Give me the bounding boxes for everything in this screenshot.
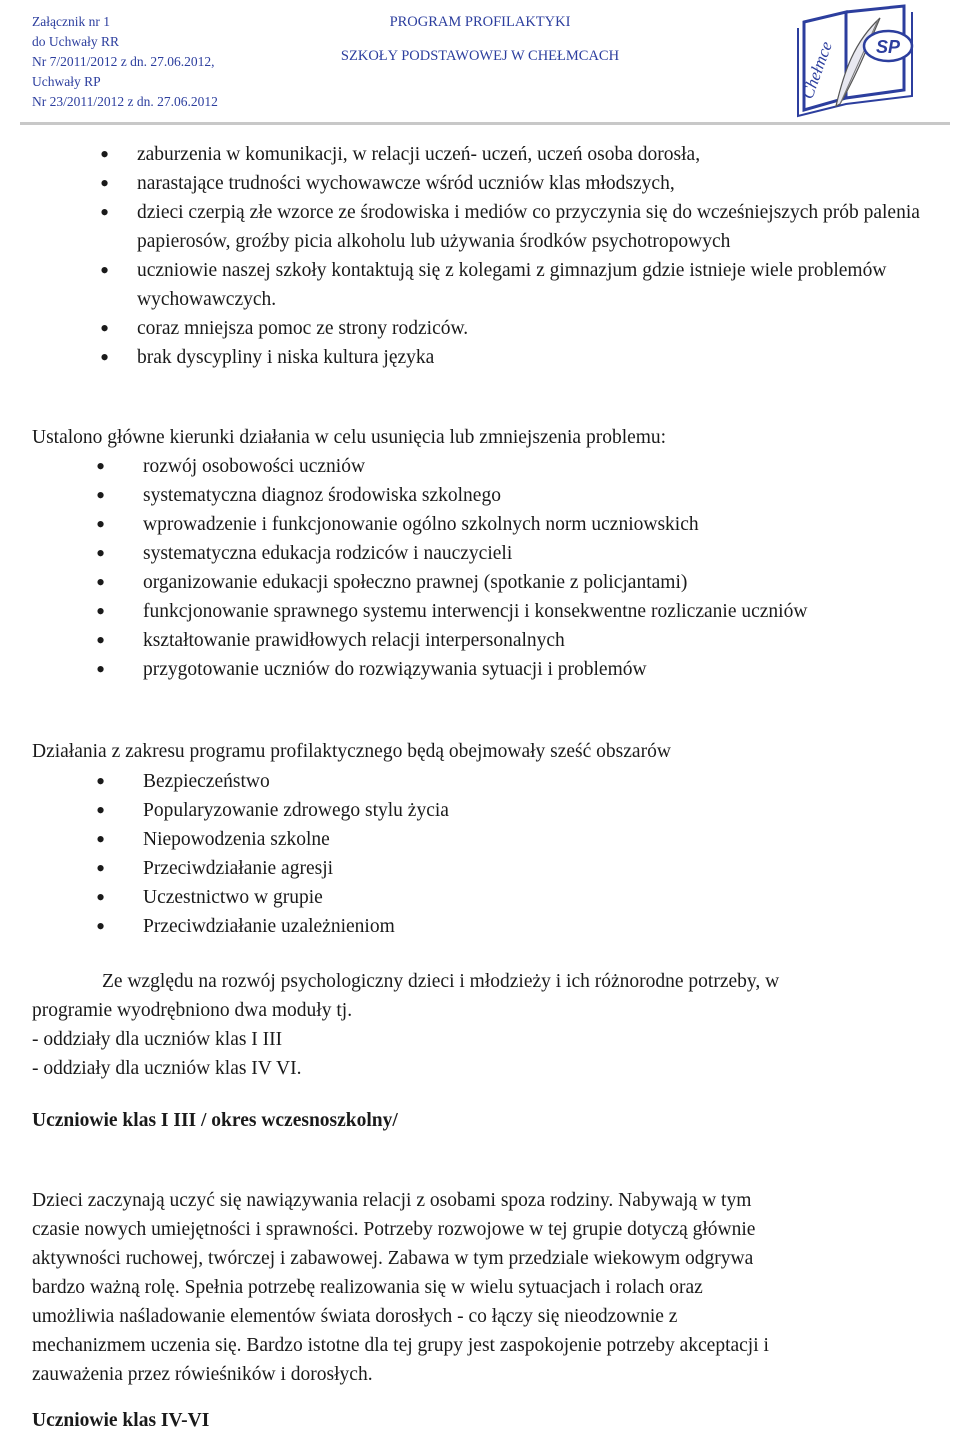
modules-line: programie wyodrębniono dwa moduły tj. (32, 1000, 353, 1021)
modules-line: - oddziały dla uczniów klas I III (32, 1029, 283, 1050)
list-item: • funkcjonowanie sprawnego systemu interwencji i konsekwentne rozliczanie uczniów (96, 597, 916, 626)
logo-name-text: Chełmce (797, 38, 836, 102)
list-item: • Bezpieczeństwo (96, 767, 916, 796)
list-item: • systematyczna edukacja rodziców i nauczycieli (96, 539, 916, 568)
list-item: • organizowanie edukacji społeczno prawnej (spotkanie z policjantami) (96, 568, 916, 597)
modules-line: - oddziały dla uczniów klas IV VI. (32, 1058, 302, 1079)
list-item: • przygotowanie uczniów do rozwiązywania sytuacji i problemów (96, 655, 916, 684)
section-paragraph (32, 1186, 932, 1389)
paragraph-line: aktywności ruchowej, twórczej i zabawowej. Zabawa w tym przedziale wiekowym odgrywa (32, 1248, 754, 1269)
header-left-line: Nr 7/2011/2012 z dn. 27.06.2012, (32, 54, 215, 69)
logo-badge-text: SP (875, 37, 901, 57)
list-item: • rozwój osobowości uczniów (96, 452, 916, 481)
problems-list (100, 140, 920, 372)
header-left-line: Uchwały RP (32, 74, 101, 89)
section-heading: Uczniowie klas I III / okres wczesnoszkolny/ (32, 1110, 398, 1131)
header-attachment-info (32, 12, 218, 112)
header-left-line: Nr 23/2011/2012 z dn. 27.06.2012 (32, 94, 218, 109)
paragraph-line: umożliwia naśladowanie elementów świata dorosłych - co łączy się nieodzownie z (32, 1306, 678, 1327)
directions-list (96, 452, 916, 684)
section-heading: Uczniowie klas IV-VI (32, 1410, 210, 1430)
paragraph-line: Dzieci zaczynają uczyć się nawiązywania relacji z osobami spoza rodziny. Nabywają w tym (32, 1190, 752, 1211)
list-item: • systematyczna diagnoz środowiska szkolnego (96, 481, 916, 510)
modules-paragraph (32, 967, 932, 1083)
list-item: • Popularyzowanie zdrowego stylu życia (96, 796, 916, 825)
school-name: SZKOŁY PODSTAWOWEJ W CHEŁMCACH (340, 48, 620, 64)
header-left-line: Załącznik nr 1 (32, 14, 110, 29)
paragraph-line: mechanizmem uczenia się. Bardzo istotne dla tej grupy jest zaspokojenie potrzeby akceptacji i (32, 1335, 769, 1356)
modules-line: Ze względu na rozwój psychologiczny dzieci i młodzieży i ich różnorodne potrzeby, w (102, 971, 780, 992)
list-item: • brak dyscypliny i niska kultura języka (100, 343, 920, 372)
list-item: • Uczestnictwo w grupie (96, 883, 916, 912)
list-item: • dzieci czerpią złe wzorce ze środowiska i mediów co przyczynia się do wcześniejszych prób palenia papierosów, groźby picia alkoholu lub używania środków psychotropowych (100, 198, 920, 256)
directions-intro: Ustalono główne kierunki działania w celu usunięcia lub zmniejszenia problemu: (32, 427, 667, 448)
areas-list (96, 767, 916, 941)
areas-intro: Działania z zakresu programu profilaktycznego będą obejmowały sześć obszarów (32, 741, 671, 762)
list-item: • zaburzenia w komunikacji, w relacji uczeń- uczeń, uczeń osoba dorosła, (100, 140, 920, 169)
paragraph-line: bardzo ważną rolę. Spełnia potrzebę realizowania się w wielu sytuacjach i rolach oraz (32, 1277, 703, 1298)
list-item: • Niepowodzenia szkolne (96, 825, 916, 854)
list-item: • narastające trudności wychowawcze wśród uczniów klas młodszych, (100, 169, 920, 198)
header-divider (20, 122, 950, 125)
list-item: • uczniowie naszej szkoły kontaktują się z kolegami z gimnazjum gdzie istnieje wiele problemów wychowawczych. (100, 256, 920, 314)
list-item: • Przeciwdziałanie uzależnieniom (96, 912, 916, 941)
paragraph-line: czasie nowych umiejętności i sprawności. Potrzeby rozwojowe w tej grupie dotyczą głównie (32, 1219, 756, 1240)
header-left-line: do Uchwały RR (32, 34, 119, 49)
school-logo (784, 2, 934, 120)
list-item: • wprowadzenie i funkcjonowanie ogólno szkolnych norm uczniowskich (96, 510, 916, 539)
document-title (300, 12, 660, 66)
program-title: PROGRAM PROFILAKTYKI (389, 14, 571, 30)
list-item: • Przeciwdziałanie agresji (96, 854, 916, 883)
list-item: • kształtowanie prawidłowych relacji interpersonalnych (96, 626, 916, 655)
list-item: • coraz mniejsza pomoc ze strony rodziców. (100, 314, 920, 343)
paragraph-line: zauważenia przez rówieśników i dorosłych. (32, 1364, 373, 1385)
